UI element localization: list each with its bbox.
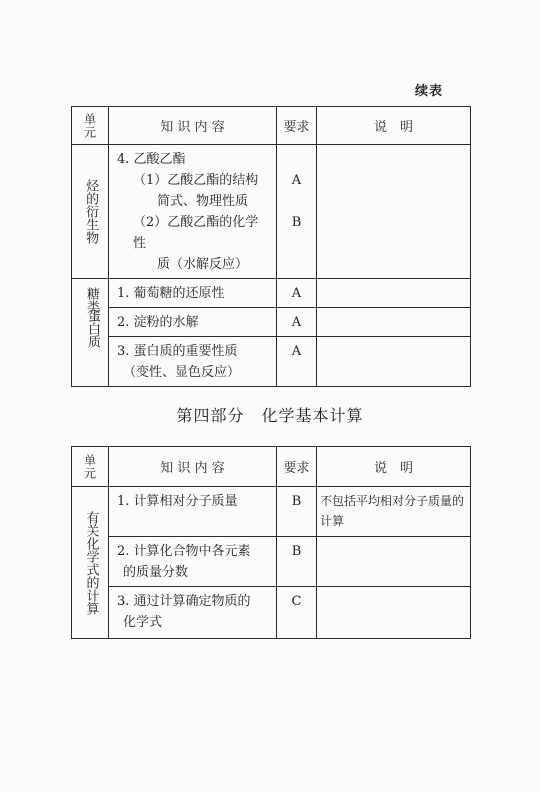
explanation-cell <box>317 279 471 308</box>
explanation-cell: 不包括平均相对分子质量的计算 <box>317 487 471 537</box>
header-unit: 单元 <box>72 107 109 145</box>
requirement-value: A <box>291 173 302 188</box>
content-cell: 2. 计算化合物中各元素 的质量分数 <box>109 537 277 587</box>
unit-cell-sugar-protein <box>72 279 109 387</box>
explanation-cell <box>317 308 471 337</box>
table-row <box>72 587 471 639</box>
requirement-cell <box>277 145 317 279</box>
requirement-cell: A <box>277 308 317 337</box>
header-content: 知 识 内 容 <box>109 107 277 145</box>
explanation-cell <box>317 145 471 279</box>
knowledge-table-1 <box>71 106 471 387</box>
table-header-row <box>72 447 471 487</box>
unit-sugar: 糖类 <box>84 287 99 313</box>
table-row <box>72 337 471 387</box>
header-requirement: 要求 <box>277 447 317 487</box>
header-explanation: 说 明 <box>317 447 471 487</box>
table-row <box>72 487 471 537</box>
content-line: （1）乙酸乙酯的结构 <box>133 173 259 188</box>
unit-cell: 烃的衍生物 <box>72 145 109 279</box>
content-cell: 1. 葡萄糖的还原性 <box>109 279 277 308</box>
header-requirement: 要求 <box>277 107 317 145</box>
explanation-cell <box>317 587 471 639</box>
unit-cell: 有关化学式的计算 <box>72 487 109 639</box>
requirement-cell: C <box>277 587 317 639</box>
requirement-cell: A <box>277 337 317 387</box>
unit-protein: 蛋白质 <box>85 309 100 348</box>
content-cell: 1. 计算相对分子质量 <box>109 487 277 537</box>
content-cell: 2. 淀粉的水解 <box>109 308 277 337</box>
requirement-value: B <box>291 215 302 230</box>
continued-label: 续表 <box>415 84 444 99</box>
content-line: 质（水解反应） <box>157 257 249 272</box>
header-explanation: 说 明 <box>317 107 471 145</box>
requirement-cell: A <box>277 279 317 308</box>
content-line: 4. 乙酸乙酯 <box>117 152 186 167</box>
explanation-cell <box>317 537 471 587</box>
header-content: 知 识 内 容 <box>109 447 277 487</box>
explanation-cell <box>317 337 471 387</box>
table-row <box>72 537 471 587</box>
requirement-cell: B <box>277 487 317 537</box>
table-row <box>72 145 471 279</box>
knowledge-table-2 <box>71 446 471 639</box>
content-cell: 3. 蛋白质的重要性质 （变性、显色反应） <box>109 337 277 387</box>
table-row <box>72 279 471 308</box>
content-cell <box>109 145 277 279</box>
content-line: （2）乙酸乙酯的化学性 <box>133 215 259 251</box>
section-title: 第四部分 化学基本计算 <box>176 406 364 425</box>
requirement-cell: B <box>277 537 317 587</box>
content-cell: 3. 通过计算确定物质的 化学式 <box>109 587 277 639</box>
table-header-row <box>72 107 471 145</box>
header-unit: 单元 <box>72 447 109 487</box>
content-line: 简式、物理性质 <box>157 194 249 209</box>
table-row <box>72 308 471 337</box>
